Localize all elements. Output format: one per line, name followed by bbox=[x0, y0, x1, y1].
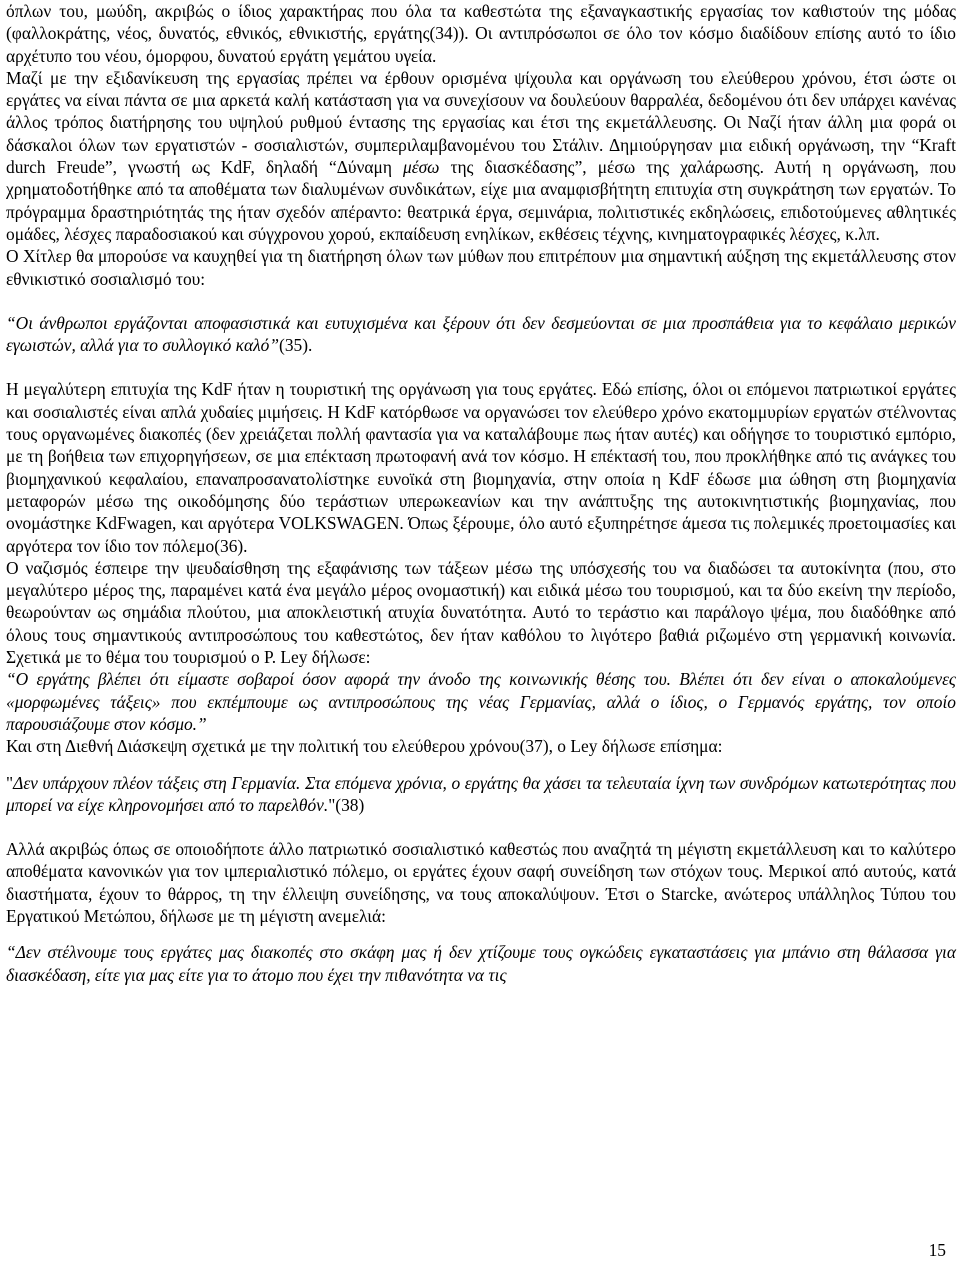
paragraph-4: Η μεγαλύτερη επιτυχία της KdF ήταν η τουριστική της οργάνωση για τους εργάτες. Εδώ επίσης, όλοι οι επόμενοι πατριωτικοί εργάτες και σοσιαλιστές είναι απλά χυδαίες μιμήσεις. Η KdF κατόρθωσε να οργανώσει τον ελεύθερο χρόνο εκατομμυρίων εργατών στέλνοντας τους οργανωμένες διακοπές (δεν χρειάζεται πολλή φαντασία για να καταλάβουμε πως ήταν αυτές) και οδήγησε το τουριστικό εμπόριο, με τη βοήθεια των επιχορηγήσεων, σε μια επέκταση πρωτοφανή ανά τον κόσμο. Η επέκτασή του, που προκλήθηκε από τις ανάγκες του βιομηχανικού κεφαλαίου, επαναπροσανατολίστηκε ευνοϊκά στη βιομηχανία, στην οποία η KdF έδωσε μια ώθηση στη βιομηχανία μεταφορών μέσω της οικοδόμησης δύο τεράστιων υπερωκεανίων και την ανάπτυξης της αυτοκινητιστικής βιομηχανίας, που ονομάστηκε KdFwagen, και αργότερα VOLKSWAGEN. Όπως ξέρουμε, όλο αυτό εξυπηρέτησε άμεσα τις πολεμικές προετοιμασίες και αργότερα τον ίδιο τον πόλεμο(36). bbox=[6, 379, 956, 556]
spacer bbox=[6, 816, 956, 838]
paragraph-2-text-a: Μαζί με την εξιδανίκευση της εργασίας πρέπει να έρθουν ορισμένα ψίχουλα και οργάνωση του ελεύθερου χρόνου, έτσι ώστε οι εργάτες να είναι πάντα σε μια αρκετά καλή κατάσταση για να συνεχίσουν να δουλεύουν θαρραλέα, δεδομένου ότι δεν υπάρχει κανένας άλλος τρόπος διατήρησης του υψηλού ρυθμού έντασης της εργασίας και έτσι της εκμετάλλευσης. Οι Ναζί ήταν άλλη μια φορά οι δάσκαλοι όλων των εργατιστών - σοσιαλιστών, συμπεριλαμβανομένου του Στάλιν. Δημιούργησαν μια ειδική οργάνωση, την “Kraft durch Freude”, γνωστή ως KdF, δηλαδή “Δύναμη bbox=[6, 67, 956, 178]
quote-1-reference: (35). bbox=[279, 335, 313, 356]
quote-3 bbox=[6, 772, 956, 817]
quote-4 bbox=[6, 941, 956, 986]
spacer bbox=[6, 356, 956, 378]
spacer bbox=[6, 758, 956, 772]
quote-1 bbox=[6, 312, 956, 357]
paragraph-2-emphasis: μέσω bbox=[402, 157, 440, 178]
quote-2-text: “Ο εργάτης βλέπει ότι είμαστε σοβαροί όσον αφορά την άνοδο της κοινωνικής θέσης του. Βλέπει ότι δεν είναι ο αποκαλούμενες «μορφωμένες τάξεις» που εκπέμπουμε ως αντιπροσώπους της νέας Γερμανίας, αλλά ο ίδιος, ο Γερμανός εργάτης, τον οποίο παρουσιάζουμε στον κόσμο.” bbox=[6, 669, 956, 734]
paragraph-3: Ο Χίτλερ θα μπορούσε να καυχηθεί για τη διατήρηση όλων των μύθων που επιτρέπουν μια σημαντική αύξηση της εκμετάλλευσης στον εθνικιστικό σοσιαλισμό του: bbox=[6, 246, 956, 289]
paragraph-6: Και στη Διεθνή Διάσκεψη σχετικά με την πολιτική του ελεύθερου χρόνου(37), ο Ley δήλωσε επίσημα: bbox=[6, 736, 723, 757]
quote-3-text: Δεν υπάρχουν πλέον τάξεις στη Γερμανία. Στα επόμενα χρόνια, ο εργάτης θα χάσει τα τελευταία ίχνη των συνδρόμων κατωτερότητας που μπορεί να είχε κληρονομήσει από το παρελθόν. bbox=[6, 772, 956, 815]
paragraph-1: όπλων του, μωύδη, ακριβώς ο ίδιος χαρακτήρας που όλα τα καθεστώτα της εξαναγκαστικής εργασίας τον καθιστούν της μόδας (φαλλοκράτης, νέος, δυνατός, εθνικός, εθνικιστής, εργάτης(34)). Οι αντιπρόσωποι σε όλο τον κόσμο διαδίδουν επίσης αυτό το ίδιο αρχέτυπο του νέου, όμορφου, δυνατού εργάτη γεμάτου υγεία. bbox=[6, 1, 956, 66]
quote-3-open: " bbox=[6, 772, 14, 793]
spacer bbox=[6, 927, 956, 941]
quote-1-text: “Οι άνθρωποι εργάζονται αποφασιστικά και ευτυχισμένα και ξέρουν ότι δεν δεσμεύονται σε μια προσπάθεια για το κεφάλαιο μερικών εγωιστών, αλλά για το συλλογικό καλό” bbox=[6, 312, 956, 356]
paragraph-2 bbox=[6, 67, 956, 245]
document-page bbox=[6, 0, 956, 986]
spacer bbox=[6, 290, 956, 312]
page-number: 15 bbox=[928, 1240, 946, 1260]
quote-4-text: “Δεν στέλνουμε τους εργάτες μας διακοπές στο σκάφη μας ή δεν χτίζουμε τους ογκώδεις εγκαταστάσεις για μπάνιο στη θάλασσα για διασκέδαση, είτε για μας είτε για το άτομο που έχει την πιθανότητα να τις bbox=[6, 942, 956, 985]
paragraph-7: Αλλά ακριβώς όπως σε οποιοδήποτε άλλο πατριωτικό σοσιαλιστικό καθεστώς που αναζητά τη μέγιστη εκμετάλλευση και το καλύτερο αποθέματα κανονικών για τον ιμπεριαλιστικό πόλεμο, οι εργάτες έχουν σαφή συνείδηση των στόχων τους. Μερικοί από αυτούς, κατά διαστήματα, έχουν το θάρρος, τη την έλλειψη συνείδησης, να τους αποκαλύψουν. Έτσι ο Starcke, ανώτερος υπάλληλος Τύπου του Εργατικού Μετώπου, δήλωσε με τη μέγιστη ανεμελιά: bbox=[6, 839, 956, 926]
paragraph-5: Ο ναζισμός έσπειρε την ψευδαίσθηση της εξαφάνισης των τάξεων μέσω της υπόσχεσής του να διαδώσει τα αυτοκίνητα (που, στο μεγαλύτερο μέρος της, παραμένει κατά ένα μεγάλο μέρος ονομαστική) και ειδικά μέσω του τουρισμού, και τα δύο εκείνη την περίοδο, θεωρούνταν ως σημάδια πλούτου, μια αποκλειστική ατυχία δυνατότητα. Αυτό το τεράστιο και παράλογο ψέμα, που διαδόθηκε από όλους τους σημαντικούς αντιπροσώπους του καθεστώτος, δεν ήταν καθόλου το λιγότερο βαθιά ριζωμένο στη γερμανική κοινωνία. Σχετικά με το θέμα του τουρισμού ο P. Ley δήλωσε: bbox=[6, 557, 956, 668]
quote-2 bbox=[6, 668, 956, 735]
paragraph-2-text-b: της διασκέδασης”, μέσω της χαλάρωσης. Αυτή η οργάνωση, που χρηματοδοτήθηκε από τα αποθέματα των διαλυμένων συνδικάτων, είχε μια αναμφισβήτητη επιτυχία στη συγκράτηση των εργατών. Το πρόγραμμα δραστηριότητάς της ήταν σχεδόν απέραντο: θεατρικά έργα, σεμινάρια, πολιτιστικές εκδηλώσεις, επιδοτούμενες αθλητικές ομάδες, λέσχες παραδοσιακού και σύγχρονου χορού, εκπαίδευση ενηλίκων, εκθέσεις τέχνης, κινηματογραφικές λέσχες, κ.λπ. bbox=[6, 157, 956, 244]
quote-3-reference: "(38) bbox=[328, 794, 365, 815]
